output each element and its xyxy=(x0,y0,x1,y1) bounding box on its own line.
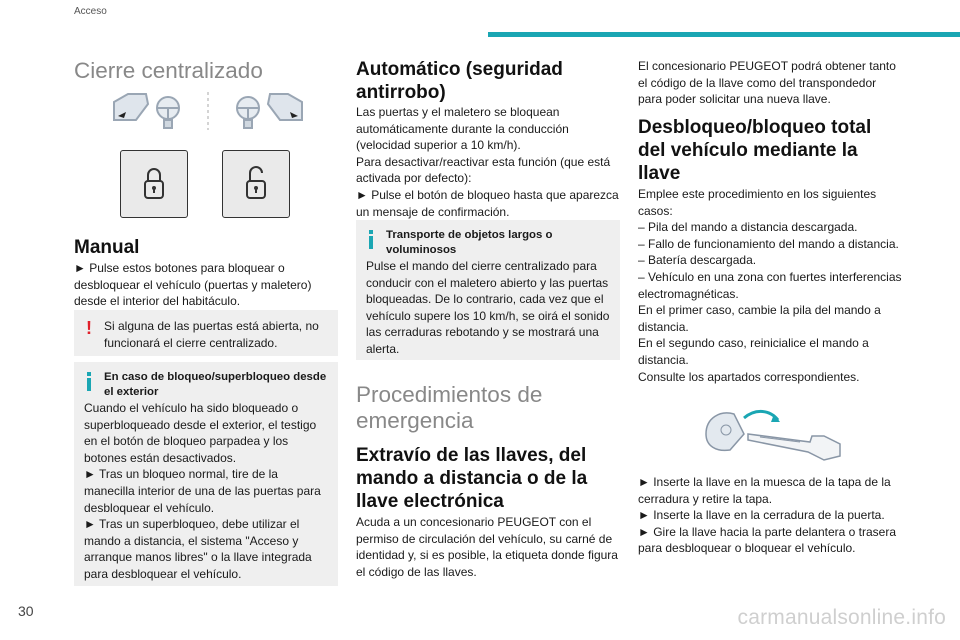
warning-box xyxy=(74,310,338,356)
info-text: Pulse el mando del cierre centralizado para conducir con el maletero abierto y las puertas bloqueadas. De lo contrario, cada vez que el vehículo supere los 10 km/h, se oirá el sonido las cerraduras rebotando y se mostrará una alerta. xyxy=(366,259,610,356)
header-accent-bar xyxy=(488,32,960,37)
total-text: Emplee este procedimiento en los siguientes casos: – Pila del mando a distancia descargada. – Fallo de funcionamiento del mando a distancia. – Batería descargada. – Vehículo en una zona con fuertes interferencias electromagnéticas. En el primer caso, cambie la pila del mando a distancia. En el segundo caso, reinicialice el mando a distancia. Consulte los apartados correspondientes. xyxy=(638,187,902,384)
key-in-lock-illustration xyxy=(700,404,850,464)
lock-open-icon xyxy=(223,151,289,217)
lost-text: Acuda a un concesionario PEUGEOT con el permiso de circulación del vehículo, su carné de identidad y, si es posible, la etiqueta donde figura el código de las llaves. xyxy=(356,515,618,579)
page-number: 30 xyxy=(18,603,34,619)
heading-desbloqueo-total: Desbloqueo/bloqueo total del vehículo mediante la llave xyxy=(638,117,872,184)
warning-text: Si alguna de las puertas está abierta, no funcionará el cierre centralizado. xyxy=(104,319,319,350)
heading-manual: Manual xyxy=(74,237,140,258)
intro-text: El concesionario PEUGEOT podrá obtener tanto el código de la llave como del transpondedor para poder solicitar una nueva llave. xyxy=(638,59,896,107)
info-title: En caso de bloqueo/superbloqueo desde el exterior xyxy=(104,371,327,398)
info-title: Transporte de objetos largos o voluminosos xyxy=(386,229,553,256)
info-icon xyxy=(364,229,378,249)
info-text: Cuando el vehículo ha sido bloqueado o superbloqueado desde el exterior, el testigo en el botón de bloqueo parpadea y los botones están desactivados. ► Tras un bloqueo normal, tire de la manecilla interior de una de las puertas para desbloquear el vehículo. ► Tras un superbloqueo, debe utilizar el mando a distancia, el sistema "Acceso y arranque manos libres" o la llave integrada para desbloquear el vehículo. xyxy=(84,401,321,581)
info-box-transporte xyxy=(356,220,620,360)
car-interior-illustration xyxy=(110,90,306,134)
title-procedimientos-emergencia: Procedimientos de emergencia xyxy=(356,382,543,433)
heading-automatico: Automático (seguridad antirrobo) xyxy=(356,59,563,103)
warning-icon: ! xyxy=(86,318,92,338)
lock-closed-icon xyxy=(121,151,187,217)
info-box-bloqueo xyxy=(74,362,338,586)
auto-text: Las puertas y el maletero se bloquean automáticamente durante la conducción (velocidad superior a 10 km/h). Para desactivar/reactivar esta función (que está activada por defecto): ► Pulse el botón de bloqueo hasta que aparezca un mensaje de confirmación. xyxy=(356,105,619,219)
info-icon xyxy=(82,371,96,391)
unlock-button xyxy=(222,150,290,218)
title-cierre-centralizado: Cierre centralizado xyxy=(74,58,263,83)
header-section: Acceso xyxy=(74,6,107,17)
lock-button xyxy=(120,150,188,218)
manual-text: ► Pulse estos botones para bloquear o desbloquear el vehículo (puertas y maletero) desde el interior del habitáculo. xyxy=(74,261,312,309)
heading-extravio: Extravío de las llaves, del mando a distancia o de la llave electrónica xyxy=(356,445,588,512)
footer-watermark: carmanualsonline.info xyxy=(737,606,946,629)
steps-text: ► Inserte la llave en la muesca de la tapa de la cerradura y retire la tapa. ► Inserte la llave en la cerradura de la puerta. ► Gire la llave hacia la parte delantera o trasera para desbloquear o bloquear el vehículo. xyxy=(638,475,897,556)
